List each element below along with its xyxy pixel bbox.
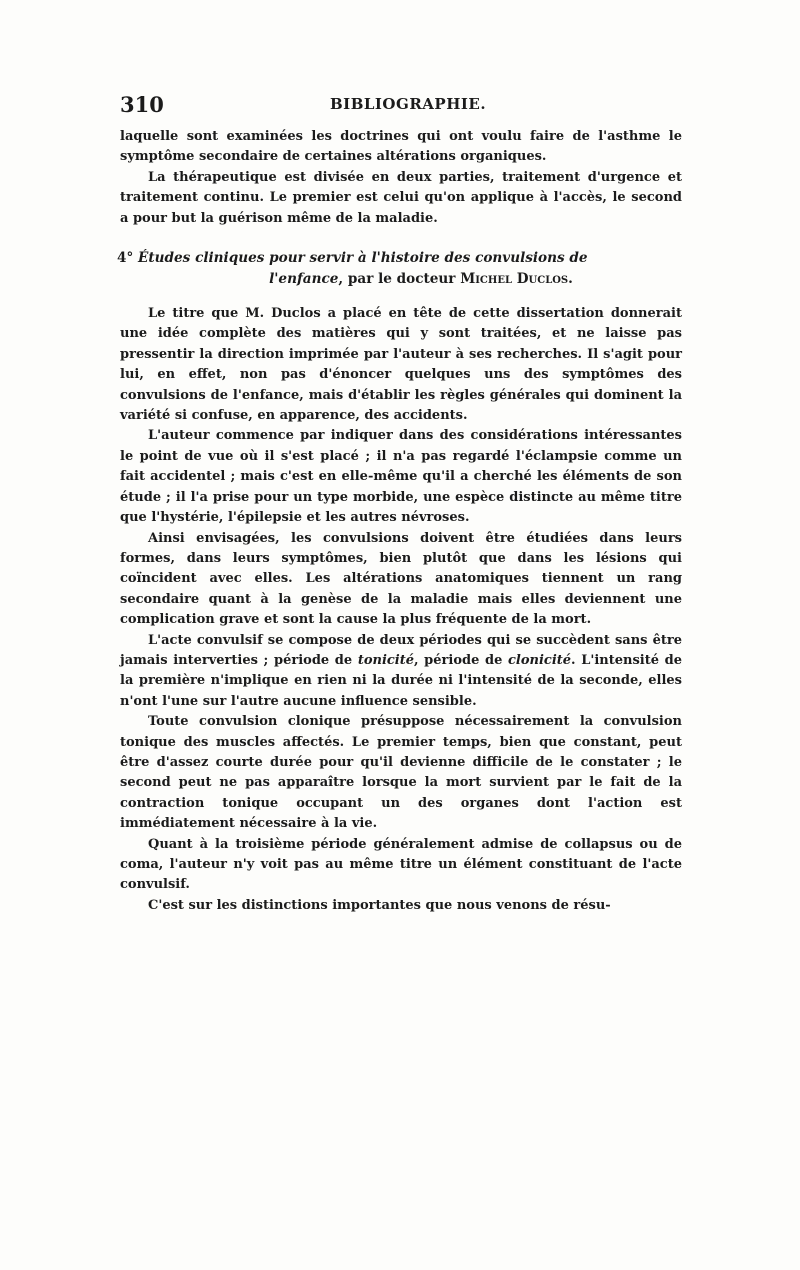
paragraph: C'est sur les distinctions importantes que nous venons de résu- — [148, 897, 611, 913]
running-head: BIBLIOGRAPHIE. — [330, 95, 487, 113]
entry-title-line — [117, 248, 682, 269]
paragraph: L'auteur commence par indiquer dans des considérations intéressantes le point de vue où il s'est placé ; il n'a pas regardé l'éclampsie comme un fait accidentel ; mais c'est en elle-même qu'il a cherché les éléments de son étude ; il l'a prise pour un type morbide, une espèce distincte au même titre que l'hystérie, l'épilepsie et les autres névroses. — [120, 428, 682, 526]
page-header — [120, 92, 682, 116]
entry-title: Études cliniques pour servir à l'histoire des convulsions de — [138, 250, 588, 267]
text-run: . L'intensité de la première n'implique en rien ni la durée ni l'intensité de la seconde, elles n'ont l'une sur l'autre aucune influence sensible. — [120, 652, 682, 709]
paragraph: Ainsi envisagées, les convulsions doivent être étudiées dans leurs formes, dans leurs symptômes, bien plutôt que dans les lésions qui coïncident avec elles. Les altérations anatomiques tiennent un rang secondaire quant à la genèse de la maladie mais elles deviennent une complication grave et sont la cause la plus fréquente de la mort. — [120, 530, 682, 628]
entry-title-line — [120, 269, 682, 290]
paragraph: Quant à la troisième période généralement admise de collapsus ou de coma, l'auteur n'y voit pas au même titre un élément constituant de l'acte convulsif. — [120, 836, 682, 893]
emphasis: tonicité — [357, 652, 415, 668]
entry-number: 4° — [117, 250, 134, 267]
emphasis: clonicité — [508, 652, 572, 668]
entry-author: Michel Duclos — [460, 271, 569, 288]
paragraph: Le titre que M. Duclos a placé en tête de cette dissertation donnerait une idée complète des matières qui y sont traitées, et ne laisse pas pressentir la direction imprimée par l'auteur à ses recherches. Il s'agit pour lui, en effet, non pas d'énoncer quelques uns des symptômes des convulsions de l'enfance, mais d'établir les règles générales qui dominent la variété si confuse, en apparence, des accidents. — [120, 306, 682, 424]
entry-title-end: l'enfance — [269, 271, 339, 288]
paragraph — [120, 631, 682, 713]
bibliographic-entry — [117, 248, 682, 290]
body-text — [117, 127, 682, 916]
text-run: L'acte convulsif se compose de deux périodes qui se succèdent sans être jamais interverties ; période de — [120, 632, 682, 668]
paragraph: La thérapeutique est divisée en deux parties, traitement d'urgence et traitement continu. Le premier est celui qu'on applique à l'accès, le second a pour but la guérison même de la maladie. — [120, 169, 682, 226]
paragraph: Toute convulsion clonique présuppose nécessairement la convulsion tonique des muscles affectés. Le premier temps, bien que constant, peut être d'assez courte durée pour qu'il devienne difficile de le constater ; le second peut ne pas apparaître lorsque la mort survient par le fait de la contraction tonique occupant un des organes dont l'action est immédiatement nécessaire à la vie. — [120, 714, 682, 832]
text-run: , période de — [414, 652, 508, 668]
page-number: 310 — [120, 92, 164, 117]
entry-by: , par le docteur — [338, 271, 461, 288]
paragraph: laquelle sont examinées les doctrines qui ont voulu faire de l'asthme le symptôme secondaire de certaines altérations organiques. — [120, 129, 682, 165]
entry-end: . — [568, 271, 573, 288]
